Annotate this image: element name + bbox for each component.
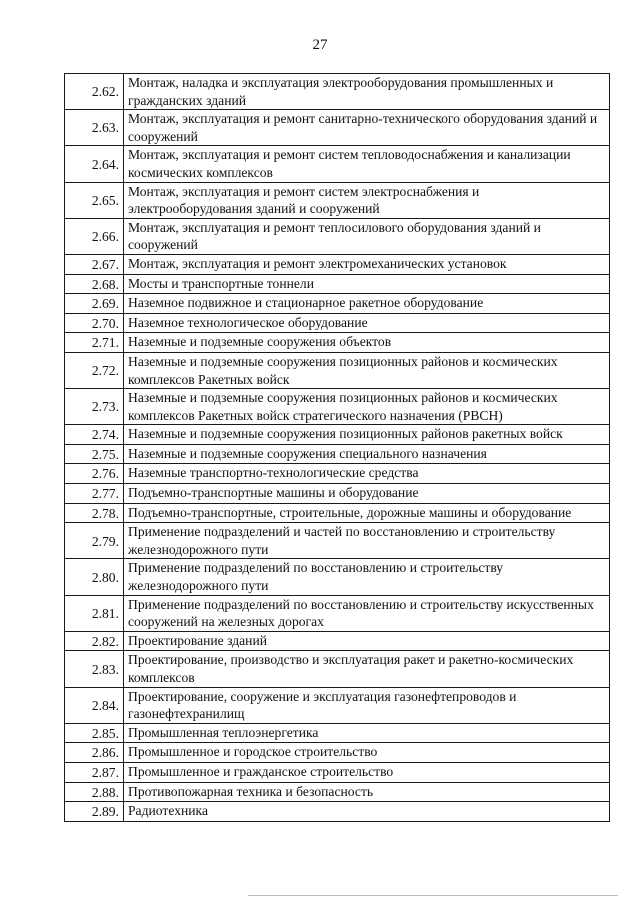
row-specialty-name: Наземные и подземные сооружения специального назначения [124, 444, 610, 464]
row-number: 2.80. [65, 559, 124, 595]
table-row [65, 484, 610, 504]
row-number: 2.67. [65, 254, 124, 274]
specialty-table [64, 73, 610, 822]
table-row [65, 444, 610, 464]
table-row [65, 523, 610, 559]
table-row [65, 503, 610, 523]
table-row [65, 274, 610, 294]
row-number: 2.78. [65, 503, 124, 523]
row-specialty-name: Монтаж, эксплуатация и ремонт электромеханических установок [124, 254, 610, 274]
row-specialty-name: Монтаж, эксплуатация и ремонт теплосилового оборудования зданий и сооружений [124, 218, 610, 254]
table-row [65, 464, 610, 484]
row-number: 2.68. [65, 274, 124, 294]
bottom-rule [248, 895, 618, 896]
table-row [65, 782, 610, 802]
row-number: 2.81. [65, 595, 124, 631]
page-number: 27 [312, 37, 328, 53]
table-row [65, 595, 610, 631]
table-row [65, 425, 610, 445]
row-number: 2.70. [65, 313, 124, 333]
row-specialty-name: Наземные транспортно-технологические средства [124, 464, 610, 484]
specialty-table-body [65, 74, 610, 822]
row-number: 2.69. [65, 294, 124, 314]
row-specialty-name: Подъемно-транспортные машины и оборудование [124, 484, 610, 504]
table-row [65, 218, 610, 254]
row-number: 2.86. [65, 743, 124, 763]
row-number: 2.87. [65, 762, 124, 782]
row-specialty-name: Промышленное и городское строительство [124, 743, 610, 763]
row-number: 2.72. [65, 352, 124, 388]
row-number: 2.89. [65, 802, 124, 822]
row-number: 2.65. [65, 182, 124, 218]
table-row [65, 74, 610, 110]
table-row [65, 333, 610, 353]
row-specialty-name: Наземные и подземные сооружения позиционных районов ракетных войск [124, 425, 610, 445]
row-number: 2.85. [65, 723, 124, 743]
row-specialty-name: Мосты и транспортные тоннели [124, 274, 610, 294]
row-number: 2.74. [65, 425, 124, 445]
row-specialty-name: Промышленное и гражданское строительство [124, 762, 610, 782]
row-specialty-name: Применение подразделений и частей по восстановлению и строительству железнодорожного пути [124, 523, 610, 559]
row-specialty-name: Проектирование зданий [124, 631, 610, 651]
table-row [65, 146, 610, 182]
row-specialty-name: Применение подразделений по восстановлению и строительству железнодорожного пути [124, 559, 610, 595]
table-row [65, 687, 610, 723]
row-specialty-name: Монтаж, наладка и эксплуатация электрооборудования промышленных и гражданских зданий [124, 74, 610, 110]
row-specialty-name: Проектирование, производство и эксплуатация ракет и ракетно-космических комплексов [124, 651, 610, 687]
row-number: 2.73. [65, 389, 124, 425]
table-row [65, 182, 610, 218]
table-row [65, 631, 610, 651]
row-number: 2.63. [65, 110, 124, 146]
row-specialty-name: Наземное подвижное и стационарное ракетное оборудование [124, 294, 610, 314]
row-number: 2.76. [65, 464, 124, 484]
row-number: 2.66. [65, 218, 124, 254]
row-specialty-name: Противопожарная техника и безопасность [124, 782, 610, 802]
row-number: 2.79. [65, 523, 124, 559]
row-specialty-name: Наземные и подземные сооружения объектов [124, 333, 610, 353]
row-specialty-name: Проектирование, сооружение и эксплуатация газонефтепроводов и газонефтехранилищ [124, 687, 610, 723]
row-number: 2.88. [65, 782, 124, 802]
row-number: 2.82. [65, 631, 124, 651]
table-row [65, 651, 610, 687]
row-number: 2.64. [65, 146, 124, 182]
row-number: 2.71. [65, 333, 124, 353]
row-number: 2.75. [65, 444, 124, 464]
row-specialty-name: Применение подразделений по восстановлению и строительству искусственных сооружений на железных дорогах [124, 595, 610, 631]
row-specialty-name: Подъемно-транспортные, строительные, дорожные машины и оборудование [124, 503, 610, 523]
row-number: 2.84. [65, 687, 124, 723]
row-specialty-name: Наземные и подземные сооружения позиционных районов и космических комплексов Ракетных войск стратегического назначения (РВСН) [124, 389, 610, 425]
table-row [65, 802, 610, 822]
table-row [65, 762, 610, 782]
table-row [65, 743, 610, 763]
row-specialty-name: Наземное технологическое оборудование [124, 313, 610, 333]
table-row [65, 559, 610, 595]
row-specialty-name: Промышленная теплоэнергетика [124, 723, 610, 743]
table-row [65, 254, 610, 274]
table-row [65, 352, 610, 388]
row-specialty-name: Монтаж, эксплуатация и ремонт систем тепловодоснабжения и канализации космических комплексов [124, 146, 610, 182]
row-specialty-name: Монтаж, эксплуатация и ремонт систем электроснабжения и электрооборудования зданий и сооружений [124, 182, 610, 218]
table-row [65, 294, 610, 314]
table-row [65, 723, 610, 743]
row-specialty-name: Монтаж, эксплуатация и ремонт санитарно-технического оборудования зданий и сооружений [124, 110, 610, 146]
table-row [65, 389, 610, 425]
row-number: 2.62. [65, 74, 124, 110]
table-row [65, 313, 610, 333]
table-row [65, 110, 610, 146]
row-number: 2.77. [65, 484, 124, 504]
row-number: 2.83. [65, 651, 124, 687]
row-specialty-name: Радиотехника [124, 802, 610, 822]
row-specialty-name: Наземные и подземные сооружения позиционных районов и космических комплексов Ракетных войск [124, 352, 610, 388]
